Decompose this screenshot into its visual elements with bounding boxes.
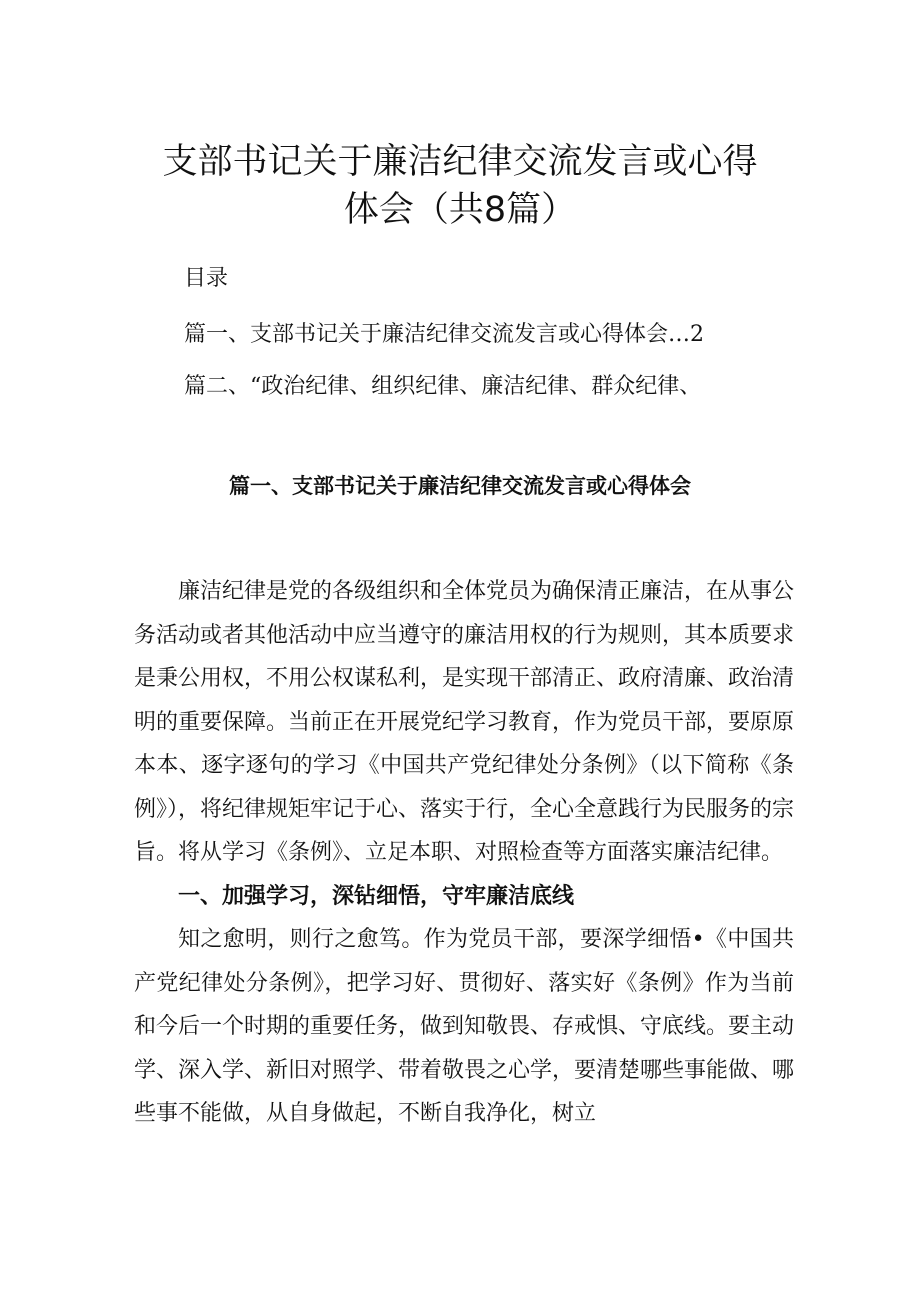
body-text bbox=[134, 570, 794, 1136]
paragraph-2: 知之愈明，则行之愈笃。作为党员干部，要深学细悟•《中国共产党纪律处分条例》，把学习好、贯彻好、落实好《条例》作为当前和今后一个时期的重要任务，做到知敬畏、存戒惧、守底线。要主动学、深入学、新旧对照学、带着敬畏之心学，要清楚哪些事能做、哪些事不能做，从自身做起，不断自我净化，树立 bbox=[134, 927, 795, 1126]
document-title: 支部书记关于廉洁纪律交流发言或心得体会（共8篇） bbox=[162, 142, 758, 230]
paragraph-1: 廉洁纪律是党的各级组织和全体党员为确保清正廉洁，在从事公务活动或者其他活动中应当遵守的廉洁用权的行为规则，其本质要求是秉公用权，不用公权谋私利，是实现干部清正、政府清廉、政治清明的重要保障。当前正在开展党纪学习教育，作为党员干部，要原原本本、逐字逐句的学习《中国共产党纪律处分条例》（以下简称《条例》），将纪律规矩牢记于心、落实于行，全心全意践行为民服务的宗旨。将从学习《条例》、立足本职、对照检查等方面落实廉洁纪律。 bbox=[134, 579, 795, 865]
subheading-1: 一、加强学习，深钻细悟，守牢廉洁底线 bbox=[178, 883, 575, 909]
section-heading: 篇一、支部书记关于廉洁纪律交流发言或心得体会 bbox=[229, 474, 691, 498]
toc-item-1[interactable]: 篇一、支部书记关于廉洁纪律交流发言或心得体会…2 bbox=[184, 322, 704, 347]
toc-item-2[interactable]: 篇二、“政治纪律、组织纪律、廉洁纪律、群众纪律、 bbox=[184, 374, 702, 399]
toc-heading: 目录 bbox=[184, 266, 229, 291]
